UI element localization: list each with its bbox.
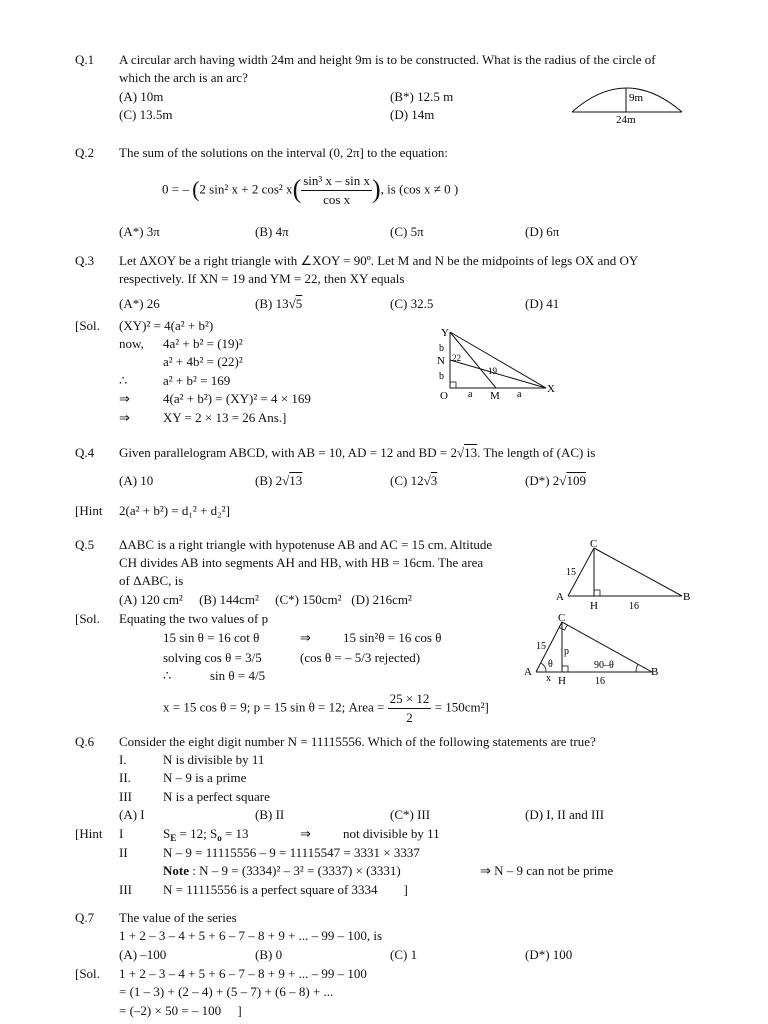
q6-option-a: (A) I	[119, 807, 145, 822]
q3-sol-line2b: 4a² + b² = (19)²	[163, 336, 243, 351]
q5-text-line2: CH divides AB into segments AH and HB, with HB = 16cm. The area	[119, 555, 484, 570]
svg-text:a: a	[468, 389, 473, 400]
q3-text-line2: respectively. If XN = 19 and YM = 22, then XY equals	[119, 271, 405, 286]
q6-hint-note: Note : N – 9 = (3334)² – 3² = (3337) × (3331)	[163, 863, 401, 878]
q2-equation: 0 = – (2 sin² x + 2 cos² x( $\frac{\text{sin³ x – sin x}}{\text{cos x}}$ ), is (cos x ≠ 0 )	[162, 173, 459, 207]
q5-text-line3: of ΔABC, is	[119, 573, 184, 588]
q6-hint-1-arrow: ⇒	[300, 826, 311, 841]
svg-text:19: 19	[488, 366, 497, 376]
q3-sol-line2a: now,	[119, 336, 144, 351]
svg-text:A: A	[556, 591, 564, 603]
q2-option-a: (A*) 3π	[119, 224, 160, 239]
q4-text: Given parallelogram ABCD, with AB = 10, AD = 12 and BD = 2√13. The length of (AC) is	[119, 445, 596, 460]
q1-text-line2: which the arch is an arc?	[119, 70, 248, 85]
q6-statement-3: N is a perfect square	[163, 789, 270, 804]
q6-hint-1: $S_E = 12$; $S_o = 13$	[163, 826, 249, 843]
q3-sol-line6b: XY = 2 × 13 = 26 Ans.]	[163, 410, 287, 425]
q2-option-b: (B) 4π	[255, 224, 289, 239]
svg-text:H: H	[558, 675, 566, 687]
q2-option-d: (D) 6π	[525, 224, 560, 239]
svg-text:a: a	[517, 389, 522, 400]
q5-sol-line3a: solving cos θ = 3/5	[163, 650, 262, 665]
q1-text-line1: A circular arch having width 24m and height 9m is to be constructed. What is the radius of the circle of	[119, 52, 656, 67]
q6-statement-2-tag: II.	[119, 770, 131, 785]
q7-solution-tag: [Sol.	[75, 966, 100, 981]
svg-text:Y: Y	[441, 327, 449, 339]
q5-sol-line2a: 15 sin θ = 16 cot θ	[163, 630, 260, 645]
svg-text:90–θ: 90–θ	[594, 660, 614, 671]
svg-text:C: C	[590, 538, 598, 550]
q3-solution-tag: [Sol.	[75, 318, 100, 333]
q2-option-c: (C) 5π	[390, 224, 424, 239]
q5-triangle-figure-2	[510, 612, 660, 690]
q7-text-line2: 1 + 2 – 3 – 4 + 5 + 6 – 7 – 8 + 9 + ... – 99 – 100, is	[119, 928, 383, 943]
q6-option-d: (D) I, II and III	[525, 807, 605, 822]
q5-sol-line1: Equating the two values of p	[119, 611, 269, 626]
q1-option-d: (D) 14m	[390, 107, 435, 122]
q6-hint-1-conclusion: not divisible by 11	[343, 826, 440, 841]
q5-sol-line2c: 15 sin²θ = 16 cos θ	[343, 630, 442, 645]
svg-text:16: 16	[629, 601, 639, 612]
q6-text: Consider the eight digit number N = 11115556. Which of the following statements are true?	[119, 734, 596, 749]
q6-hint-2: N – 9 = 11115556 – 9 = 11115547 = 3331 × 3337	[163, 845, 420, 860]
q7-sol-line2: = (1 – 3) + (2 – 4) + (5 – 7) + (6 – 8) + ...	[119, 984, 334, 999]
q6-number: Q.6	[75, 734, 95, 749]
q3-sol-line4b: a² + b² = 169	[163, 373, 231, 388]
q6-option-b: (B) II	[255, 807, 285, 822]
svg-text:p: p	[564, 646, 569, 657]
svg-text:15: 15	[536, 641, 546, 652]
q3-option-a: (A*) 26	[119, 296, 160, 311]
svg-text:16: 16	[595, 676, 605, 687]
q3-sol-line6a: ⇒	[119, 410, 130, 425]
q6-hint-3-tag: III	[119, 882, 132, 897]
q3-option-d: (D) 41	[525, 296, 560, 311]
svg-text:θ: θ	[548, 659, 553, 670]
q3-sol-line5b: 4(a² + b²) = (XY)² = 4 × 169	[163, 391, 311, 406]
q1-width-label: 24m	[616, 114, 636, 124]
q3-sol-line5a: ⇒	[119, 391, 130, 406]
q4-option-d: (D*) 2√109	[525, 473, 586, 488]
q3-option-c: (C) 32.5	[390, 296, 434, 311]
q7-option-b: (B) 0	[255, 947, 283, 962]
q7-text-line1: The value of the series	[119, 910, 237, 925]
svg-text:C: C	[558, 612, 566, 624]
q4-option-a: (A) 10	[119, 473, 154, 488]
q6-hint-tag: [Hint	[75, 826, 103, 841]
q1-option-b: (B*) 12.5 m	[390, 89, 454, 104]
q5-sol-line4b: sin θ = 4/5	[210, 668, 266, 683]
q7-option-c: (C) 1	[390, 947, 418, 962]
q3-option-b: (B) 13√5	[255, 296, 303, 311]
q6-statement-1: N is divisible by 11	[163, 752, 265, 767]
svg-text:x: x	[546, 673, 551, 684]
q6-statement-3-tag: III	[119, 789, 132, 804]
q1-option-a: (A) 10m	[119, 89, 164, 104]
q1-height-label: 9m	[629, 92, 644, 104]
q4-option-b: (B) 2√13	[255, 473, 303, 488]
q7-option-d: (D*) 100	[525, 947, 573, 962]
q6-statement-2: N – 9 is a prime	[163, 770, 247, 785]
q5-sol-line3b: (cos θ = – 5/3 rejected)	[300, 650, 421, 665]
q5-number: Q.5	[75, 537, 95, 552]
q4-hint-tag: [Hint	[75, 503, 103, 518]
svg-text:X: X	[547, 383, 555, 395]
svg-text:b: b	[439, 371, 444, 382]
svg-text:b: b	[439, 343, 444, 354]
q7-option-a: (A) –100	[119, 947, 167, 962]
q7-sol-line1: 1 + 2 – 3 – 4 + 5 + 6 – 7 – 8 + 9 + ... – 99 – 100	[119, 966, 367, 981]
q6-hint-3: N = 11115556 is a perfect square of 3334 ]	[163, 882, 408, 897]
q7-number: Q.7	[75, 910, 95, 925]
q2-number: Q.2	[75, 145, 95, 160]
svg-text:A: A	[524, 666, 532, 678]
svg-text:15: 15	[566, 567, 576, 578]
q5-text-line1: ΔABC is a right triangle with hypotenuse AB and AC = 15 cm. Altitude	[119, 537, 493, 552]
q3-sol-line3: a² + 4b² = (22)²	[163, 354, 243, 369]
q5-options: (A) 120 cm² (B) 144cm² (C*) 150cm² (D) 216cm²	[119, 592, 412, 607]
svg-text:O: O	[440, 390, 448, 402]
q6-statement-1-tag: I.	[119, 752, 127, 767]
q3-number: Q.3	[75, 253, 95, 268]
q3-text-line1: Let ΔXOY be a right triangle with ∠XOY = 90º. Let M and N be the midpoints of legs OX and OY	[119, 253, 639, 268]
q3-sol-line4a: ∴	[119, 373, 128, 388]
q7-sol-line3: = (–2) × 50 = – 100 ]	[119, 1003, 242, 1018]
q1-number: Q.1	[75, 52, 95, 67]
svg-text:22: 22	[452, 353, 461, 363]
svg-text:H: H	[590, 600, 598, 612]
q5-sol-line5: x = 15 cos θ = 9; p = 15 sin θ = 12; Area = $\frac{25 \times 12}{2}$ = 150cm²]	[163, 691, 489, 725]
q4-option-c: (C) 12√3	[390, 473, 438, 488]
q6-hint-2-tag: II	[119, 845, 128, 860]
svg-text:B: B	[651, 666, 659, 678]
q4-number: Q.4	[75, 445, 95, 460]
q3-triangle-figure	[432, 324, 562, 404]
q6-hint-1-tag: I	[119, 826, 124, 841]
q5-solution-tag: [Sol.	[75, 611, 100, 626]
q5-sol-line4a: ∴	[163, 668, 172, 683]
q6-option-c: (C*) III	[390, 807, 431, 822]
svg-text:N: N	[437, 355, 445, 367]
q4-hint: 2(a² + b²) = d₁² + d₂²]	[119, 503, 230, 518]
q5-sol-line2b: ⇒	[300, 630, 311, 645]
q2-text: The sum of the solutions on the interval (0, 2π] to the equation:	[119, 145, 448, 160]
q1-arch-figure	[568, 76, 688, 124]
q1-option-c: (C) 13.5m	[119, 107, 173, 122]
q6-hint-note-conclusion: ⇒ N – 9 can not be prime	[480, 863, 614, 878]
svg-text:M: M	[490, 390, 500, 402]
svg-text:B: B	[683, 591, 691, 603]
q5-triangle-figure-1	[552, 538, 697, 612]
q3-sol-line1: (XY)² = 4(a² + b²)	[119, 318, 214, 333]
